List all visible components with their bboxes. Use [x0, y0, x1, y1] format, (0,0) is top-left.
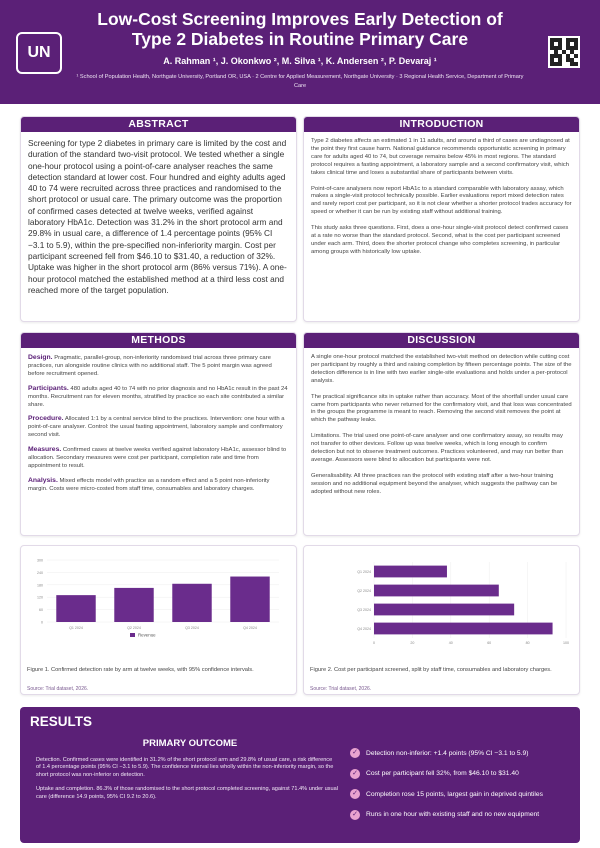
abstract-section: [20, 116, 297, 322]
bar: [374, 585, 499, 597]
intro-paragraph: Type 2 diabetes affects an estimated 1 in 11 adults, and around a third of cases are undiagnosed at the point they first cause harm. National guidance recommends opportunistic screening in primary care for adults aged 40 to 74, but coverage remains below 45% in most regions. The standard protocol requires a fasting appointment, a laboratory sample and a second confirmatory visit, which takes clinical time and loses a substantial share of participants between visits.: [311, 138, 570, 176]
x-tick-label: 100: [563, 641, 569, 645]
results-section: [20, 707, 580, 843]
intro-paragraph: This study asks three questions. First, does a one-hour single-visit protocol detect confirmed cases at a rate no worse than the standard protocol. Second, what is the cost per participant screened under each arm. Third, does the shorter protocol change who completes screening, in particular among groups with historically low uptake.: [311, 225, 569, 255]
figure-1: [20, 545, 297, 695]
check-icon: ✓: [350, 789, 360, 799]
bar: [230, 577, 269, 622]
y-tick-label: 60: [39, 608, 43, 613]
bar: [374, 566, 447, 578]
methods-item-label: Procedure.: [28, 415, 64, 423]
x-tick-label: 40: [448, 641, 453, 645]
figure-1-chart: [21, 546, 298, 661]
key-point-text: Completion rose 15 points, largest gain in deprived quintiles: [366, 790, 543, 798]
y-tick-label: Q2 2024: [357, 588, 371, 593]
methods-item: [28, 477, 289, 494]
results-paragraph: Uptake and completion. 86.3% of those randomised to the short protocol completed screening, against 71.4% under usual care (difference 14.9 points, 95% CI 9.2 to 20.6).: [36, 786, 338, 800]
x-tick-label: 60: [487, 641, 492, 645]
methods-item-text: 480 adults aged 40 to 74 with no prior diagnosis and no HbA1c result in the past 24 months. Recruitment ran for eleven months, stratified by practice so each site contributed a similar share.: [28, 385, 288, 408]
legend-label: Revenue: [138, 632, 156, 638]
key-point: [350, 784, 575, 805]
discussion-paragraph: A single one-hour protocol matched the established two-visit method on detection while cutting cost per participant by roughly a third and raising completion by fifteen percentage points. The size of the detection difference is in line with two earlier single-site evaluations and holds under a per-protocol analysis.: [311, 354, 572, 384]
methods-item-text: Mixed effects model with practice as a random effect and a 5 point non-inferiority margin. Costs were micro-costed from staff time, consumables and laboratory charges.: [28, 477, 270, 492]
x-tick-label: Q4 2024: [243, 626, 257, 630]
discussion-paragraph: Generalisability. All three practices ran the protocol with existing staff after a two-hour training session and no additional equipment beyond the analyser, which suggests the pathway can be adopted without new roles.: [311, 472, 558, 495]
primary-outcome-heading: PRIMARY OUTCOME: [142, 738, 238, 749]
key-points-list: [350, 743, 575, 825]
figure-1-source: Source: Trial dataset, 2026.: [27, 686, 89, 692]
figure-2-caption: Figure 2. Cost per participant screened, split by staff time, consumables and laboratory charges.: [310, 667, 552, 673]
y-tick-label: 0: [41, 620, 43, 625]
results-paragraph: Detection. Confirmed cases were identified in 31.2% of the short protocol arm and 29.8% of usual care, a risk difference of 1.4 percentage points (95% CI −3.1 to 5.9). The confidence interval lies wholly within the non-inferiority margin, so the short protocol was non-inferior on detection.: [36, 757, 334, 778]
discussion-heading: DISCUSSION: [304, 333, 579, 348]
figure-2-chart: [304, 546, 581, 661]
x-tick-label: Q2 2024: [127, 626, 141, 630]
key-point-text: Detection non-inferior: +1.4 points (95% CI −3.1 to 5.9): [366, 749, 529, 757]
y-tick-label: Q1 2024: [357, 569, 371, 574]
qr-code-icon: [548, 36, 580, 68]
legend-swatch: [130, 633, 135, 637]
bar: [172, 584, 211, 622]
check-icon: ✓: [350, 810, 360, 820]
methods-item: [28, 385, 289, 410]
methods-heading: METHODS: [21, 333, 296, 348]
figure-1-caption: Figure 1. Confirmed detection rate by arm at twelve weeks, with 95% confidence intervals.: [27, 667, 254, 673]
y-tick-label: Q3 2024: [357, 607, 371, 612]
introduction-section: [303, 116, 580, 322]
key-point: [350, 805, 575, 826]
y-tick-label: 300: [37, 558, 43, 563]
methods-item-text: Pragmatic, parallel-group, non-inferiority randomised trial across three primary care practices, run alongside routine clinics with no additional staff. The 5 point margin was agreed before recruitment opened.: [28, 355, 272, 377]
bar: [374, 623, 553, 635]
methods-item: [28, 354, 289, 379]
key-point: [350, 743, 575, 764]
discussion-section: [303, 332, 580, 536]
methods-item: [28, 415, 289, 440]
check-icon: ✓: [350, 769, 360, 779]
x-tick-label: 0: [373, 641, 375, 645]
poster-title: Low-Cost Screening Improves Early Detection of Type 2 Diabetes in Routine Primary Care: [97, 9, 503, 49]
x-tick-label: 20: [410, 641, 415, 645]
intro-paragraph: Point-of-care analysers now report HbA1c to a standard comparable with laboratory assay, which makes a single-visit protocol technically possible. Earlier evaluations report mixed detection rates and rarely report cost per participant, so it is not clear whether a shorter protocol trades accuracy for speed or whether it can be run by existing staff without additional training.: [311, 185, 572, 216]
abstract-heading: ABSTRACT: [21, 117, 296, 132]
methods-section: [20, 332, 297, 536]
discussion-paragraph: The practical significance sits in uptake rather than accuracy. Most of the shortfall under usual care came from participants who never returned for the confirmatory visit, and that loss was concentrated in the groups the programme is meant to reach. Removing the second visit removes the point at which the pathway leaks.: [311, 393, 572, 424]
methods-item-text: Confirmed cases at twelve weeks verified against laboratory HbA1c, assessor blind to allocation. Secondary measures were cost per participant, completion rate and time from appointment to result.: [28, 447, 287, 469]
bar: [114, 588, 153, 622]
y-tick-label: 240: [37, 570, 43, 575]
abstract-text: Screening for type 2 diabetes in primary care is limited by the cost and duration of the standard two-visit protocol. We tested whether a single one-hour protocol using a point-of-care analyser reaches the same detection standard at lower cost. Four hundred and eighty adults aged 40 to 74 were recruited across three practices and randomised to the short protocol or usual care. The primary outcome was the proportion of confirmed cases detected at twelve weeks, verified against laboratory HbA1c. Detection was 31.2% in the short protocol arm and 29.8% in usual care, a difference of 1.4 percentage points (95% CI −3.1 to 5.9), within the pre-specified non-inferiority margin. Cost per participant screened fell from $46.10 to $31.40, a reduction of 32%. Uptake was higher in the short protocol arm (86% versus 71%). A one-hour protocol matched the established method at a third less cost and reached more of the target population.: [28, 138, 287, 295]
check-icon: ✓: [350, 748, 360, 758]
x-tick-label: Q3 2024: [185, 626, 199, 630]
y-tick-label: 120: [37, 595, 43, 600]
affiliations: ¹ School of Population Health, Northgate University, Portland OR, USA · 2 Centre for Applied Measurement, Northgate University · 3 Regional Health Service, Department of Primary Care: [76, 74, 524, 89]
bar: [374, 604, 514, 616]
key-point: [350, 764, 575, 785]
key-point-text: Cost per participant fell 32%, from $46.10 to $31.40: [366, 770, 519, 778]
methods-item-label: Design.: [28, 354, 53, 361]
author-list: A. Rahman ¹, J. Okonkwo ², M. Silva ¹, K. Andersen ², P. Devaraj ¹: [163, 56, 437, 66]
discussion-paragraph: Limitations. The trial used one point-of-care analyser and one confirmatory assay, so results may not transfer to other devices. Follow up was twelve weeks, which is long enough to confirm detection but not to observe treatment outcomes. Practices volunteered, and may run better than average. Assessors were blind to allocation but participants were not.: [311, 433, 564, 463]
results-heading: RESULTS: [30, 714, 93, 729]
methods-item: [28, 446, 289, 471]
methods-item-label: Analysis.: [28, 476, 58, 484]
y-tick-label: 180: [37, 583, 43, 588]
bar: [56, 595, 95, 622]
methods-item-text: Allocated 1:1 by a central service blind to the practices. Intervention: one hour with a point-of-care analyser. Control: the usual fasting appointment, laboratory sample and confirmatory second visit.: [28, 416, 285, 439]
key-point-text: Runs in one hour with existing staff and no new equipment: [366, 811, 540, 819]
x-tick-label: Q1 2024: [69, 626, 83, 630]
university-logo: UN: [16, 32, 62, 74]
x-tick-label: 80: [525, 641, 530, 645]
poster-header: [0, 0, 600, 104]
figure-2-source: Source: Trial dataset, 2026.: [310, 686, 372, 692]
figure-2: [303, 545, 580, 695]
y-tick-label: Q4 2024: [357, 626, 371, 631]
methods-item-label: Measures.: [28, 446, 62, 454]
methods-item-label: Participants.: [28, 384, 69, 392]
introduction-heading: INTRODUCTION: [304, 117, 579, 132]
